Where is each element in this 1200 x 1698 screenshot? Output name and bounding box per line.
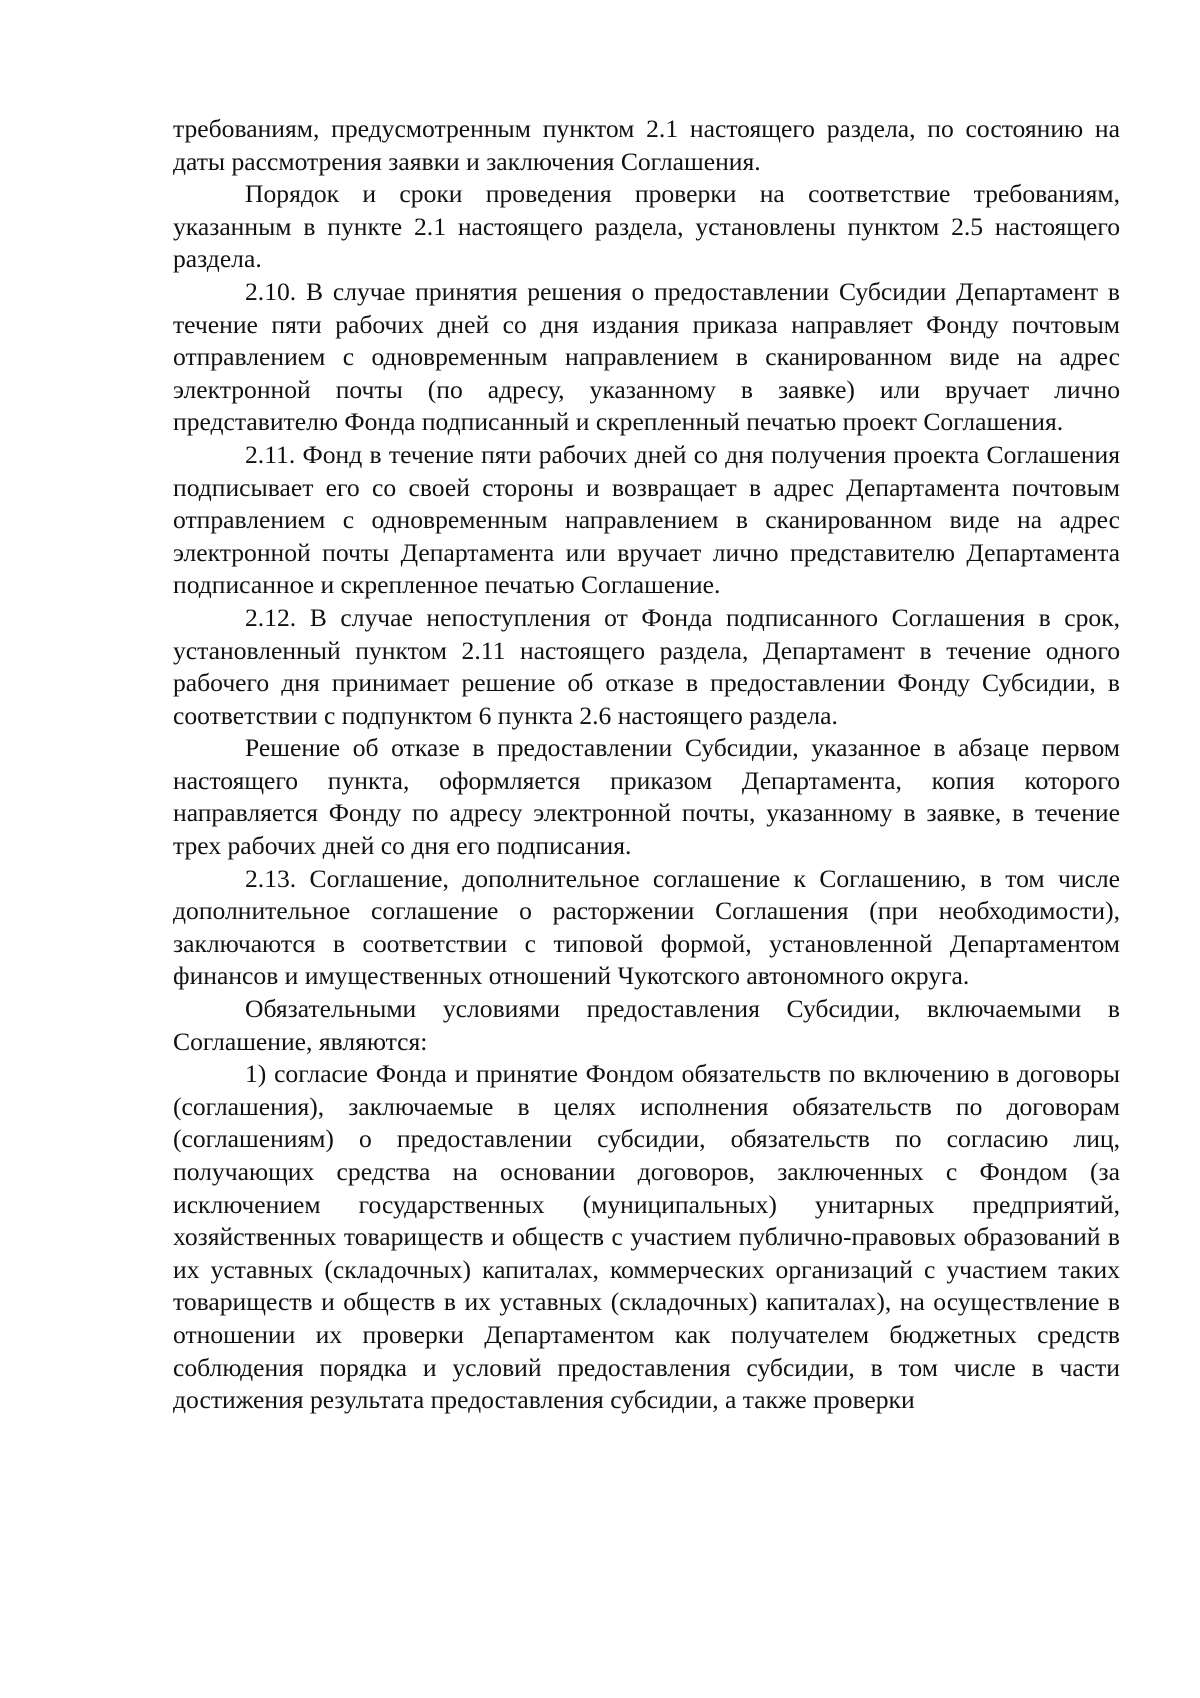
paragraph-condition-1: 1) согласие Фонда и принятие Фондом обязательств по включению в договоры (соглашения), заключаемые в целях исполнения обязательств по договорам (соглашениям) о предоставлении субсидии, обязательств по согласию лиц, получающих средства на основании договоров, заключенных с Фондом (за исключением государственных (муниципальных) унитарных предприятий, хозяйственных товариществ и обществ с участием публично-правовых образований в их уставных (складочных) капиталах, коммерческих организаций с участием таких товариществ и обществ в их уставных (складочных) капиталах), на осуществление в отношении их проверки Департаментом как получателем бюджетных средств соблюдения порядка и условий предоставления субсидии, в том числе в части достижения результата предоставления субсидии, а также проверки: [173, 1059, 1120, 1415]
paragraph-clause-2-12: 2.12. В случае непоступления от Фонда подписанного Соглашения в срок, установленный пунктом 2.11 настоящего раздела, Департамент в течение одного рабочего дня принимает решение об отказе в предоставлении Фонду Субсидии, в соответствии с подпунктом 6 пункта 2.6 настоящего раздела.: [173, 602, 1120, 730]
paragraph-clause-2-13: 2.13. Соглашение, дополнительное соглашение к Соглашению, в том числе дополнительное соглашение о расторжении Соглашения (при необходимости), заключаются в соответствии с типовой формой, установленной Департаментом финансов и имущественных отношений Чукотского автономного округа.: [173, 863, 1120, 991]
paragraph-mandatory-conditions: Обязательными условиями предоставления Субсидии, включаемыми в Соглашение, являются:: [173, 994, 1120, 1056]
document-page: [173, 113, 1120, 1417]
paragraph-verification-procedure: Порядок и сроки проведения проверки на соответствие требованиям, указанным в пункте 2.1 настоящего раздела, установлены пунктом 2.5 настоящего раздела.: [173, 179, 1120, 274]
paragraph-clause-2-11: 2.11. Фонд в течение пяти рабочих дней со дня получения проекта Соглашения подписывает его со своей стороны и возвращает в адрес Департамента почтовым отправлением с одновременным направлением в сканированном виде на адрес электронной почты Департамента или вручает лично представителю Департамента подписанное и скрепленное печатью Соглашение.: [173, 439, 1120, 600]
paragraph-refusal-decision: Решение об отказе в предоставлении Субсидии, указанное в абзаце первом настоящего пункта, оформляется приказом Департамента, копия которого направляется Фонду по адресу электронной почты, указанному в заявке, в течение трех рабочих дней со дня его подписания.: [173, 733, 1120, 861]
paragraph-requirements-continuation: требованиям, предусмотренным пунктом 2.1 настоящего раздела, по состоянию на даты рассмотрения заявки и заключения Соглашения.: [173, 114, 1120, 176]
paragraph-clause-2-10: 2.10. В случае принятия решения о предоставлении Субсидии Департамент в течение пяти рабочих дней со дня издания приказа направляет Фонду почтовым отправлением с одновременным направлением в сканированном виде на адрес электронной почты (по адресу, указанному в заявке) или вручает лично представителю Фонда подписанный и скрепленный печатью проект Соглашения.: [173, 276, 1120, 437]
